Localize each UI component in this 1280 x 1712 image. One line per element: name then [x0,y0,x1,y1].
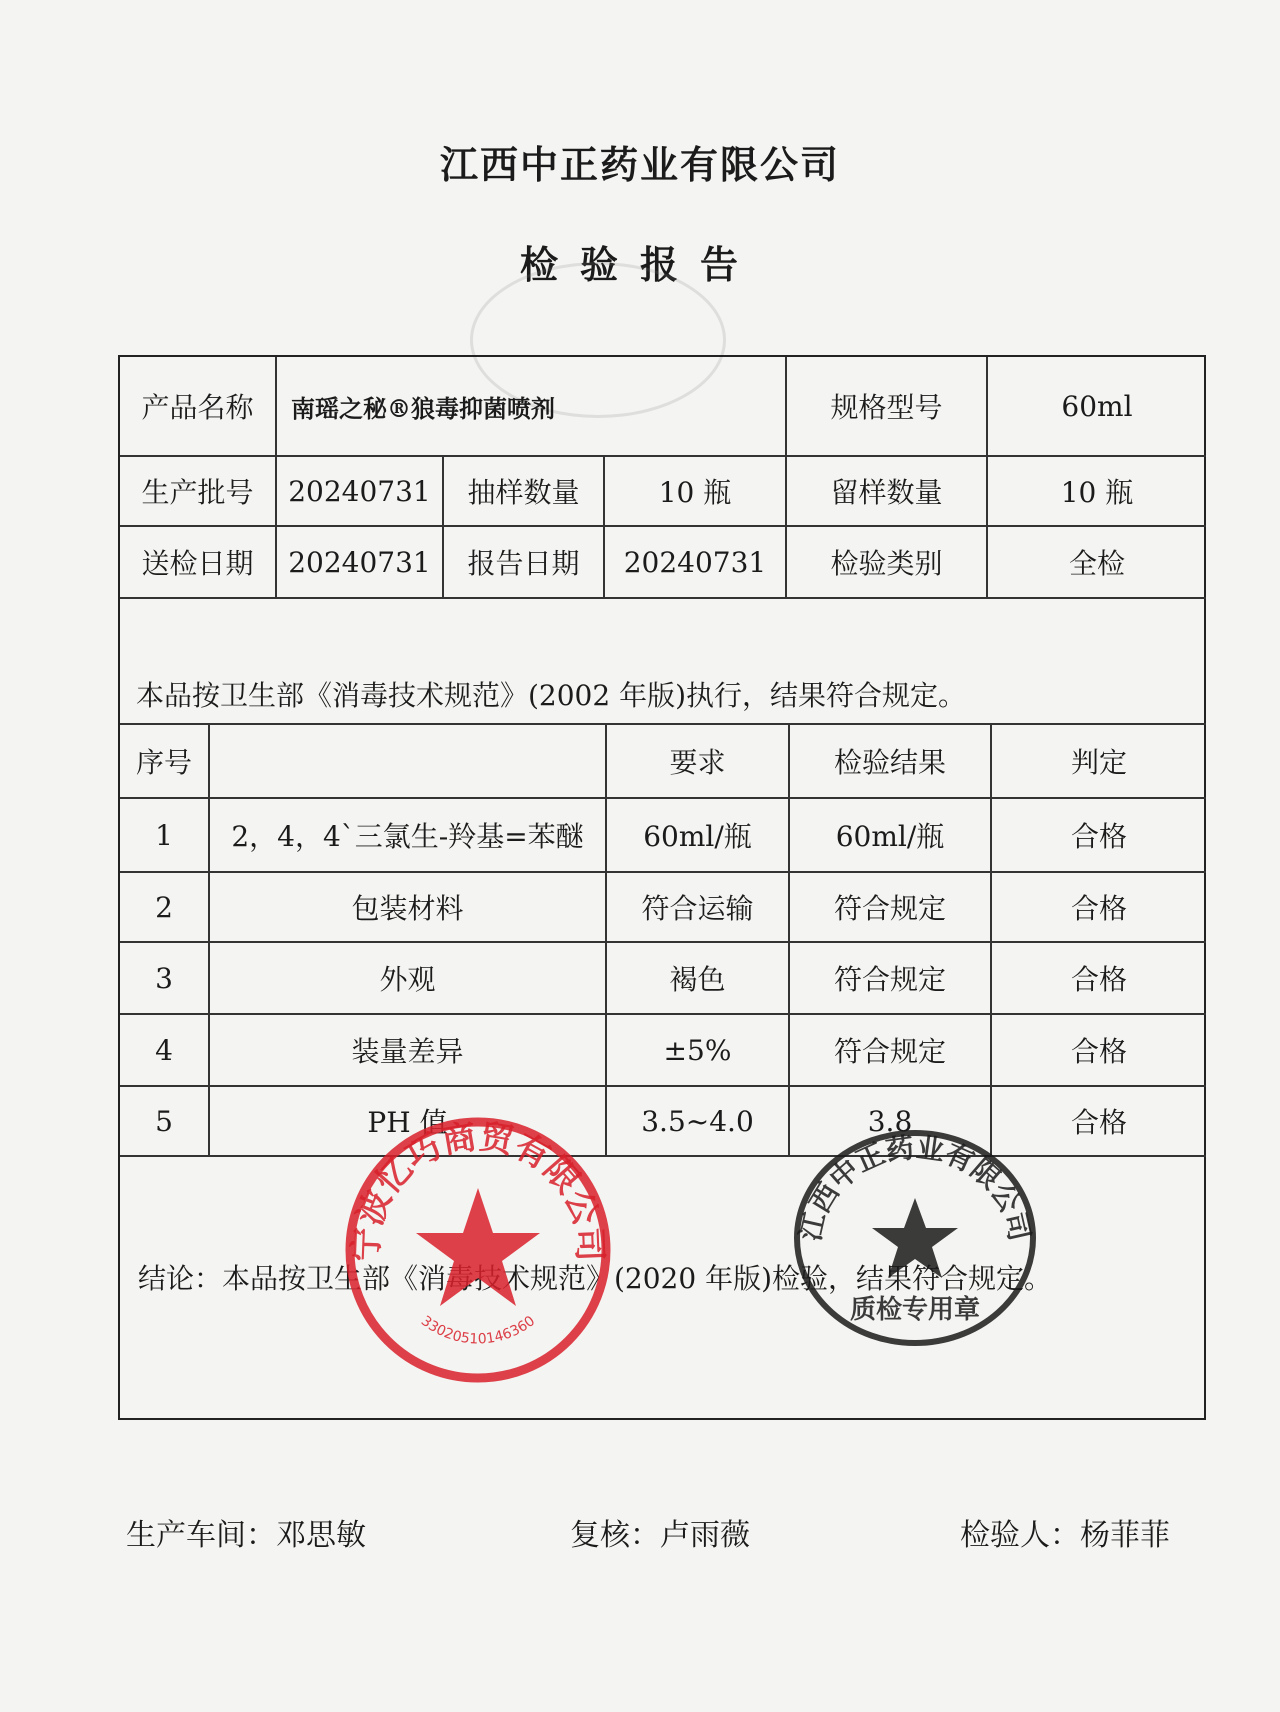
row-2-requirement: 符合运输 [641,892,754,925]
row-5-verdict: 合格 [1070,1106,1127,1139]
sample-qty-label: 抽样数量 [467,476,580,509]
row-3-requirement: 褐色 [669,963,726,996]
category-label: 检验类别 [830,547,943,580]
row-5-item: PH 值 [367,1106,448,1139]
row-3-verdict: 合格 [1070,963,1127,996]
row-1-no: 1 [155,818,173,852]
inspector-name: 杨菲菲 [1080,1518,1170,1553]
conclusion: 结论：本品按卫生部《消毒技术规范》(2020 年版)检验，结果符合规定。 [138,1262,1053,1295]
row-3-no: 3 [155,961,173,995]
review-signature [570,1510,750,1554]
row-3-result: 符合规定 [833,963,946,996]
submit-date-label: 送检日期 [141,547,254,580]
col-header-item [210,725,605,797]
star-icon [416,1188,540,1306]
inspector-label: 检验人： [960,1518,1080,1553]
product-name: 南瑶之秘®狼毒抑菌喷剂 [291,393,555,423]
red-company-seal [338,1110,618,1390]
red-seal-code: 3302051014636​0 [417,1313,539,1348]
row-1-result: 60ml/瓶 [835,820,945,853]
red-seal-name: 宁波忆巧商贸有限公司 [346,1116,610,1263]
black-qc-seal [785,1120,1045,1350]
row-2-item: 包装材料 [351,892,464,925]
row-4-verdict: 合格 [1070,1035,1127,1068]
submit-date-value: 20240731 [288,545,431,579]
row-4-no: 4 [155,1033,173,1067]
statement: 本品按卫生部《消毒技术规范》(2002 年版)执行，结果符合规定。 [136,679,967,712]
sample-qty-value: 10 瓶 [658,476,732,509]
spec-value: 60ml [1061,389,1133,423]
category-value: 全检 [1068,547,1125,580]
row-2-verdict: 合格 [1070,892,1127,925]
review-label: 复核： [570,1518,660,1553]
row-1-verdict: 合格 [1070,820,1127,853]
black-seal-sub: 质检专用章 [849,1295,981,1325]
retain-qty-label: 留样数量 [830,476,943,509]
batch-value: 20240731 [288,474,431,508]
product-name-label: 产品名称 [141,391,254,424]
row-3-item: 外观 [379,963,436,996]
inspector-signature [960,1510,1170,1554]
spec-label: 规格型号 [830,391,943,424]
report-date-label: 报告日期 [467,547,580,580]
row-4-requirement: ±5% [663,1033,732,1067]
row-1-item: 2，4，4`三氯生-羚基=苯醚 [231,820,584,853]
black-seal-name: 江西中正药业有限公司 [793,1130,1037,1244]
workshop-name: 邓思敏 [276,1518,366,1553]
row-5-requirement: 3.5~4.0 [641,1104,754,1138]
col-header-result: 检验结果 [833,746,946,779]
svg-text:3302051014636​0 [418,1313,538,1348]
row-1-requirement: 60ml/瓶 [643,820,752,853]
row-5-result: 3.8 [867,1104,913,1138]
col-header-no: 序号 [135,746,192,779]
row-4-item: 装量差异 [351,1035,464,1068]
row-4-result: 符合规定 [833,1035,946,1068]
row-2-result: 符合规定 [833,892,946,925]
col-header-requirement: 要求 [669,746,726,779]
retain-qty-value: 10 瓶 [1060,476,1134,509]
workshop-signature [126,1510,366,1554]
star-icon [872,1198,958,1278]
row-2-no: 2 [155,890,173,924]
company-title: 江西中正药业有限公司 [439,143,840,187]
review-name: 卢雨薇 [660,1518,750,1553]
row-5-no: 5 [155,1104,173,1138]
report-title: 检验报告 [519,243,760,287]
workshop-label: 生产车间： [126,1518,276,1553]
batch-label: 生产批号 [141,476,254,509]
report-date-value: 20240731 [623,545,767,579]
col-header-verdict: 判定 [1070,746,1127,779]
